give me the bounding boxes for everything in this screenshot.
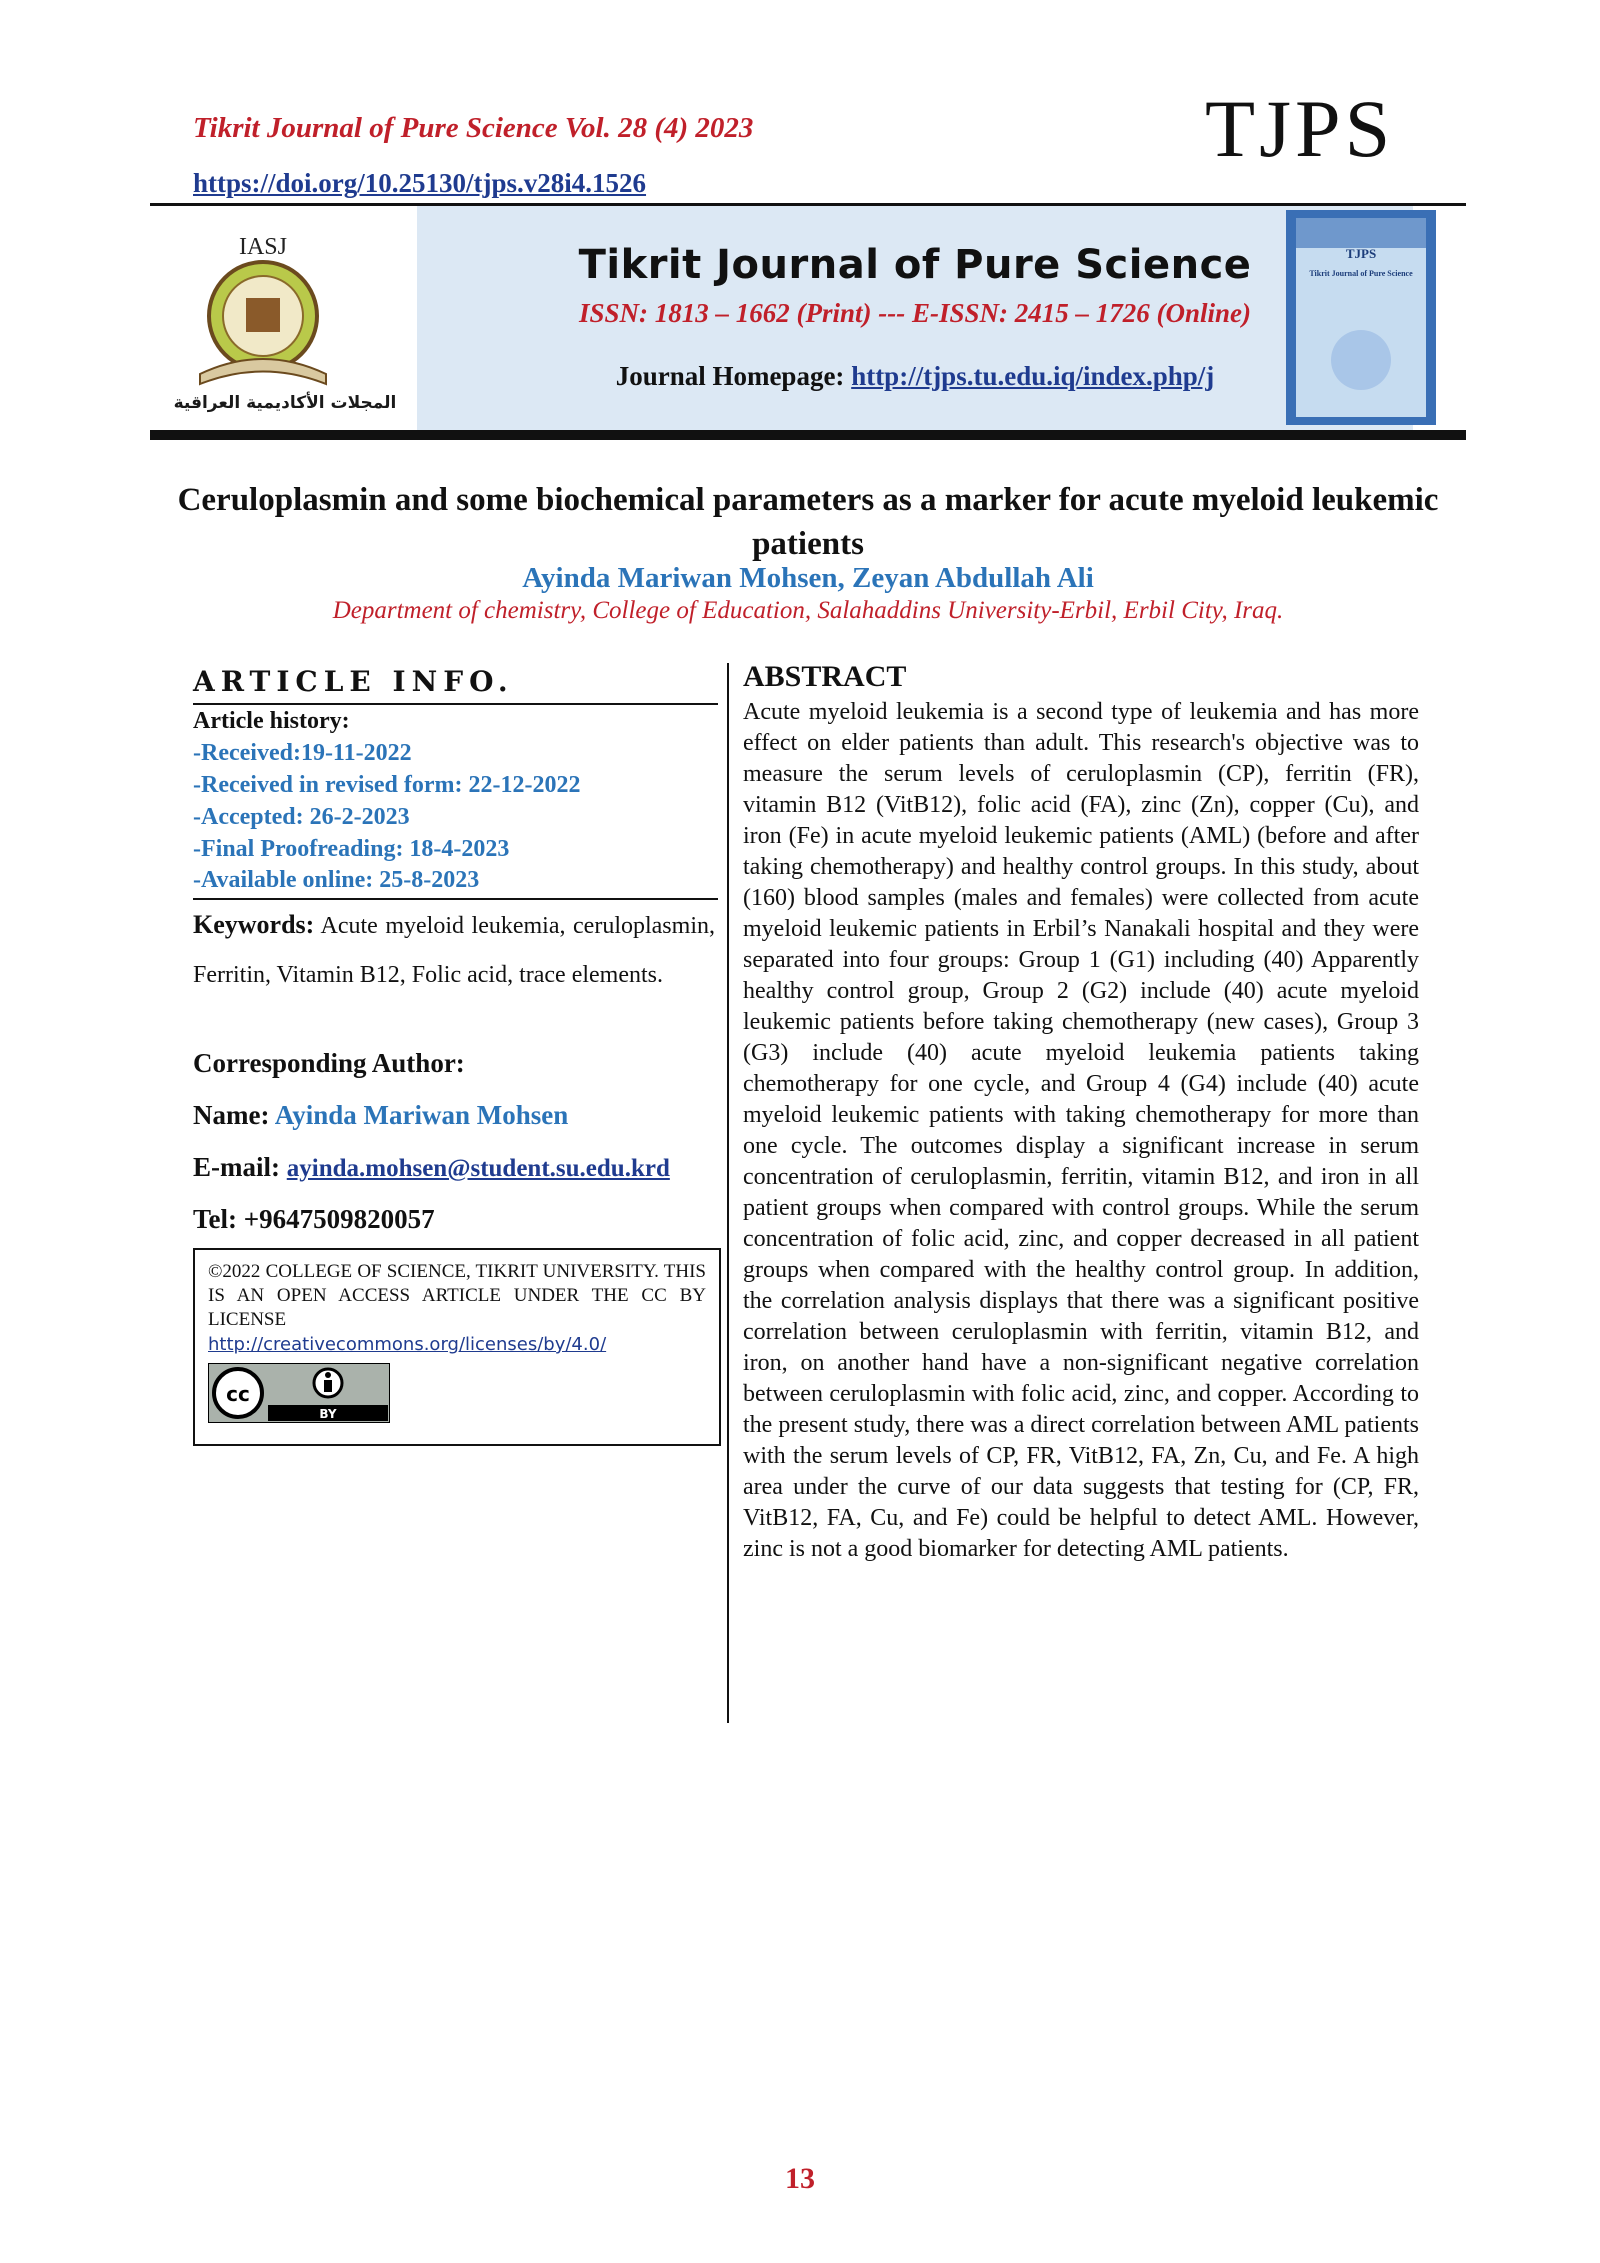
homepage-line — [417, 361, 1413, 392]
corresponding-name — [193, 1100, 568, 1131]
journal-running-title: Tikrit Journal of Pure Science Vol. 28 (4) 2023 — [193, 112, 754, 144]
banner-center — [417, 206, 1413, 430]
tjps-mark: TJPS — [1205, 83, 1395, 174]
cover-title: TJPS — [1345, 246, 1377, 261]
history-proofreading: -Final Proofreading: 18-4-2023 — [193, 836, 510, 862]
article-info-rule — [193, 703, 718, 705]
journal-banner — [150, 206, 1466, 430]
svg-text:cc: cc — [226, 1382, 250, 1406]
corresponding-email — [193, 1152, 670, 1183]
column-divider — [727, 663, 729, 1723]
license-text: ©2022 COLLEGE OF SCIENCE, TIKRIT UNIVERSITY. THIS IS AN OPEN ACCESS ARTICLE UNDER THE CC BY LICENSE — [208, 1261, 706, 1330]
author-name: Ayinda Mariwan Mohsen — [274, 1100, 569, 1130]
email-label: E-mail: — [193, 1152, 280, 1182]
article-history-heading: Article history: — [193, 708, 350, 734]
name-label: Name: — [193, 1100, 270, 1130]
license-box — [193, 1248, 721, 1446]
authors: Ayinda Mariwan Mohsen, Zeyan Abdullah Ali — [522, 562, 1094, 594]
history-available-online: -Available online: 25-8-2023 — [193, 867, 480, 893]
license-link[interactable]: http://creativecommons.org/licenses/by/4.0/ — [208, 1334, 607, 1355]
cover-subtitle: Tikrit Journal of Pure Science — [1309, 269, 1413, 278]
cc-badge-label: BY — [319, 1407, 337, 1421]
homepage-label: Journal Homepage: — [615, 361, 852, 391]
doi-link[interactable]: https://doi.org/10.25130/tjps.v28i4.1526 — [193, 168, 647, 198]
page-number: 13 — [785, 2162, 815, 2195]
abstract-heading: ABSTRACT — [743, 660, 907, 693]
keywords — [193, 900, 715, 1000]
homepage-link[interactable]: http://tjps.tu.edu.iq/index.php/j — [851, 361, 1215, 391]
journal-banner-title: Tikrit Journal of Pure Science — [578, 242, 1252, 288]
paper-title: Ceruloplasmin and some biochemical parameters as a marker for acute myeloid leukemic patients — [177, 482, 1439, 562]
issn-line: ISSN: 1813 – 1662 (Print) --- E-ISSN: 2415 – 1726 (Online) — [578, 298, 1252, 328]
keywords-list: Acute myeloid leukemia, ceruloplasmin, Ferritin, Vitamin B12, Folic acid, trace elements. — [193, 913, 715, 988]
cc-by-badge[interactable] — [208, 1363, 390, 1423]
history-revised: -Received in revised form: 22-12-2022 — [193, 772, 581, 798]
history-accepted: -Accepted: 26-2-2023 — [193, 804, 410, 830]
banner-bottom-rule — [150, 430, 1466, 440]
journal-cover-thumbnail — [1286, 210, 1436, 425]
keywords-label: Keywords: — [193, 910, 315, 939]
corresponding-tel: Tel: +9647509820057 — [193, 1204, 435, 1234]
history-received: -Received:19-11-2022 — [193, 740, 412, 766]
corresponding-author-heading: Corresponding Author: — [193, 1048, 465, 1078]
email-link[interactable]: ayinda.mohsen@student.su.edu.krd — [286, 1155, 670, 1182]
affiliation: Department of chemistry, College of Education, Salahaddins University-Erbil, Erbil City, Iraq. — [332, 597, 1284, 624]
abstract-body: Acute myeloid leukemia is a second type of leukemia and has more effect on elder patients than adult. This research's objective was to measure the serum levels of ceruloplasmin (CP), ferritin (FR), vitamin B12 (VitB12), folic acid (FA), zinc (Zn), copper (Cu), and iron (Fe) in acute myeloid leukemic patients (AML) (before and after taking chemotherapy) and healthy control groups. In this study, about (160) blood samples (males and females) were collected from acute myeloid leukemic patients in Erbil’s Nanakali hospital and they were separated into four groups: Group 1 (G1) including (40) Apparently healthy control group, Group 2 (G2) include (40) acute myeloid leukemic patients before taking chemotherapy (new cases), Group 3 (G3) include (40) acute myeloid leukemia patients taking chemotherapy for one cycle, and Group 4 (G4) include (40) acute myeloid leukemic patients with taking chemotherapy for more than one cycle. The outcomes display a significant increase in serum concentration of ceruloplasmin, ferritin, vitamin B12, and iron in all patient groups when compared with control groups. While the serum concentration of folic acid, zinc, and copper decreased in all patient groups when compared with the healthy control group. In addition, the correlation analysis displays that there was a significant positive correlation between ceruloplasmin with ferritin, vitamin B12, and iron, on another hand have a non-significant negative correlation between ceruloplasmin with folic acid, zinc, and copper. According to the present study, there was a direct correlation between AML patients with the serum levels of CP, FR, VitB12, FA, Zn, Cu, and Fe. A high area under the curve of our data suggests that testing for (CP, FR, VitB12, FA, Cu, and Fe) could be helpful to detect AML. However, zinc is not a good biomarker for detecting AML patients. — [743, 699, 1419, 1562]
iasj-logo-arabic: المجلات الأكاديمية العراقية — [173, 393, 397, 413]
iasj-logo — [160, 224, 410, 414]
iasj-logo-label: IASJ — [238, 234, 288, 260]
article-info-heading: ARTICLE INFO. — [193, 665, 514, 698]
